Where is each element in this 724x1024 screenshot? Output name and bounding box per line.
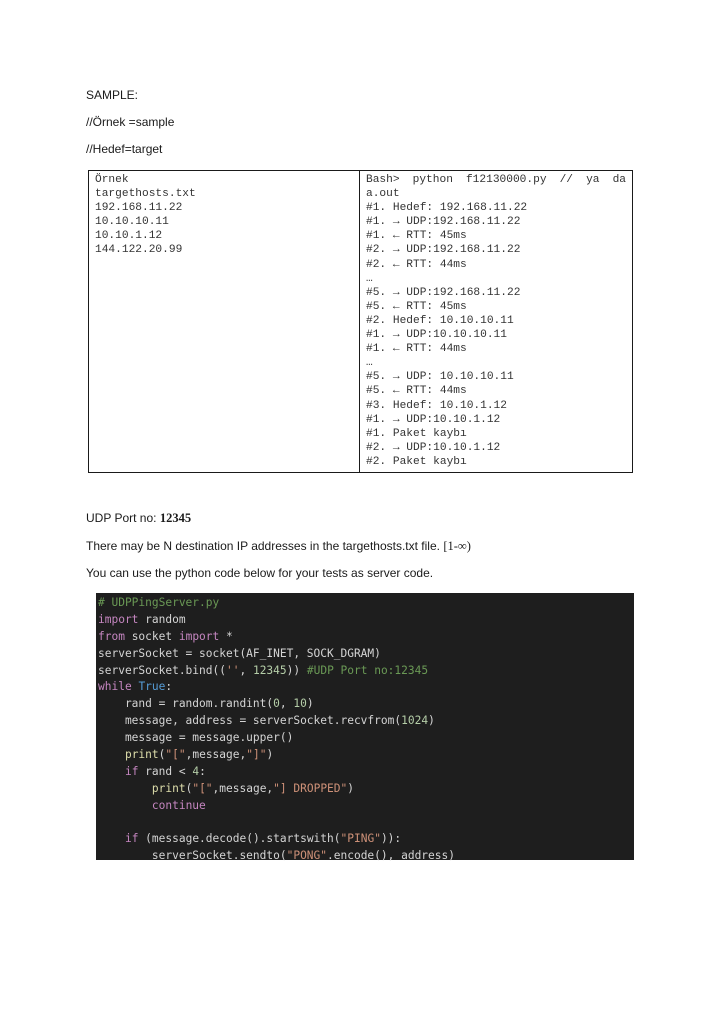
code-text: * — [219, 629, 233, 643]
code-text: : — [199, 764, 206, 778]
output-line: #2. Hedef: 10.10.10.11 — [366, 314, 514, 327]
code-text: rand < — [138, 764, 193, 778]
code-text: (message.decode().startswith( — [138, 832, 341, 846]
code-text — [98, 765, 125, 778]
sample-heading: SAMPLE: — [86, 88, 139, 102]
code-text: message, address = serverSocket.recvfrom( — [98, 714, 402, 728]
code-text: ,message, — [185, 748, 247, 762]
code-line — [96, 730, 634, 747]
command-word: // — [559, 174, 574, 186]
output-line: #5. → UDP:192.168.11.22 — [366, 286, 521, 299]
code-text: serverSocket = socket(AF_INET, SOCK_DGRAM) — [98, 646, 381, 660]
code-text: )): — [380, 832, 402, 846]
code-text — [98, 799, 152, 812]
table-line: 10.10.1.12 — [95, 230, 163, 243]
code-comment: # UDPPingServer.py — [98, 596, 220, 609]
code-number: 12345 — [252, 663, 287, 677]
destination-note-text: There may be N destination IP addresses in the targethosts.txt file. — [86, 539, 444, 553]
code-line — [96, 713, 634, 730]
code-keyword: while — [98, 680, 132, 694]
table-line: Örnek — [95, 174, 129, 186]
code-line — [96, 696, 634, 713]
code-line — [96, 848, 634, 865]
table-line: targethosts.txt — [95, 188, 196, 201]
code-text: ,message, — [212, 781, 274, 795]
code-text: : — [165, 680, 173, 694]
output-line: #1. → UDP:10.10.10.11 — [366, 329, 507, 342]
code-text — [98, 748, 125, 761]
code-text: .encode(), address) — [327, 849, 455, 863]
code-block — [96, 593, 634, 863]
code-string: "PING" — [340, 832, 381, 846]
code-string: "PONG" — [286, 849, 328, 863]
code-line — [96, 781, 634, 798]
output-line: #1. ← RTT: 45ms — [366, 230, 467, 243]
code-line — [96, 646, 634, 663]
code-line — [96, 798, 634, 815]
output-line: #1. Hedef: 192.168.11.22 — [366, 202, 528, 215]
output-line: a.out — [366, 188, 400, 201]
command-word: ya — [586, 174, 600, 186]
output-line: … — [366, 357, 373, 370]
code-text: random — [138, 612, 186, 626]
code-number: 4 — [192, 764, 200, 778]
code-text: socket — [124, 629, 179, 643]
output-line: #5. → UDP: 10.10.10.11 — [366, 371, 514, 384]
code-line — [96, 764, 634, 781]
code-number: 0 — [273, 697, 280, 711]
code-text: serverSocket.sendto( — [98, 849, 287, 863]
code-text: ) — [347, 781, 355, 795]
code-line — [96, 679, 634, 696]
output-line: #1. Paket kaybı — [366, 427, 467, 440]
code-number: 10 — [293, 697, 307, 711]
target-note: //Hedef=target — [86, 142, 163, 156]
command-word: python — [412, 174, 453, 186]
code-number: 1024 — [401, 714, 429, 728]
code-keyword: continue — [151, 798, 206, 812]
sample-note: //Örnek =sample — [86, 115, 175, 129]
code-text: ) — [428, 714, 435, 728]
code-text: ( — [158, 748, 166, 762]
command-word: Bash> — [366, 174, 400, 186]
destination-note — [86, 539, 471, 554]
output-line: #1. → UDP:192.168.11.22 — [366, 216, 521, 229]
code-text: , — [279, 697, 294, 711]
code-string: "]" — [246, 748, 267, 762]
code-keyword: import — [98, 612, 139, 626]
code-string: "] DROPPED" — [273, 781, 348, 795]
command-word: da — [612, 174, 626, 186]
table-line: 10.10.10.11 — [95, 216, 169, 229]
code-keyword: import — [178, 629, 220, 643]
code-keyword: from — [98, 629, 125, 643]
code-text — [98, 832, 125, 845]
udp-port-label: UDP Port no: — [86, 511, 160, 525]
output-line: #2. ← RTT: 44ms — [366, 258, 467, 271]
command-word: f12130000.py — [465, 174, 547, 186]
code-blank-line — [96, 815, 634, 832]
udp-port-value: 12345 — [159, 511, 192, 525]
output-line: #5. ← RTT: 45ms — [366, 300, 467, 313]
code-line — [96, 663, 634, 680]
code-comment: #UDP Port no:12345 — [306, 663, 429, 677]
code-string: '' — [225, 663, 240, 677]
destination-range: [1-∞) — [443, 539, 471, 553]
code-line — [96, 629, 634, 646]
code-line — [96, 831, 634, 848]
code-string: "[" — [165, 748, 186, 762]
code-text — [98, 782, 152, 795]
code-text: )) — [286, 663, 307, 677]
code-text: ( — [185, 781, 193, 795]
output-line: #5. ← RTT: 44ms — [366, 385, 467, 398]
table-line: 192.168.11.22 — [95, 202, 183, 215]
code-keyword: if — [124, 764, 139, 778]
code-text: ) — [306, 697, 314, 711]
code-text: message = message.upper() — [98, 731, 294, 745]
output-line: #2. → UDP:192.168.11.22 — [366, 244, 521, 257]
server-code-note: You can use the python code below for your tests as server code. — [86, 566, 434, 580]
command-line — [366, 173, 626, 187]
output-line: #2. → UDP:10.10.1.12 — [366, 441, 501, 454]
code-constant: True — [138, 680, 166, 694]
code-text: ) — [266, 748, 274, 762]
sample-input-cell — [89, 171, 360, 473]
code-line — [96, 747, 634, 764]
output-line: #1. ← RTT: 44ms — [366, 343, 467, 356]
code-function: print — [151, 781, 186, 795]
code-text: , — [239, 663, 253, 677]
sample-output-cell — [360, 171, 633, 473]
code-line — [96, 612, 634, 629]
table-line: 144.122.20.99 — [95, 244, 183, 257]
output-line: #2. Paket kaybı — [366, 455, 467, 468]
code-string: "[" — [192, 781, 213, 795]
code-function: print — [124, 748, 159, 762]
output-line: #1. → UDP:10.10.1.12 — [366, 413, 501, 426]
code-line — [96, 595, 634, 612]
output-line: … — [366, 272, 373, 285]
output-line: #3. Hedef: 10.10.1.12 — [366, 399, 507, 412]
udp-port-line — [86, 511, 191, 526]
code-text: rand = random.randint( — [98, 697, 274, 711]
code-text: serverSocket.bind(( — [98, 663, 226, 677]
sample-table — [88, 170, 633, 473]
code-keyword: if — [124, 832, 139, 846]
